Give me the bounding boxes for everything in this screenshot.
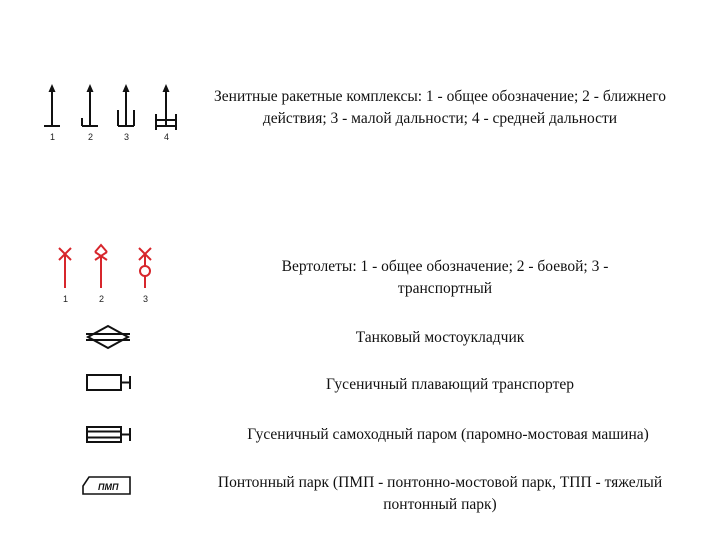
- amphibious-transporter-caption: Гусеничный плавающий транспортер: [326, 376, 574, 393]
- sam-label-1: 1: [50, 132, 56, 142]
- pontoon-park-caption: Понтонный парк (ПМП - понтонно-мостовой парк, ТПП - тяжелый понтонный парк): [217, 474, 663, 513]
- helicopter-symbols: [45, 240, 165, 308]
- sam-general-icon: [44, 90, 60, 126]
- helicopter-caption: Вертолеты: 1 - общее обозначение; 2 - боевой; 3 - транспортный: [281, 258, 609, 297]
- sam-low-range-icon: [118, 90, 134, 126]
- pontoon-park-icon: [80, 474, 136, 498]
- helicopter-general-icon: [59, 248, 71, 288]
- sam-caption: Зенитные ракетные комплексы: 1 - общее обозначение; 2 - ближнего действия; 3 - малой дальности; 4 - средней дальности: [214, 88, 666, 127]
- heli-label-1: 1: [63, 294, 69, 304]
- bridge-layer-icon: [84, 320, 140, 354]
- helicopter-combat-icon: [95, 245, 107, 288]
- amphibious-transporter-icon: [84, 370, 140, 396]
- bridge-layer-caption: Танковый мостоукладчик: [355, 329, 525, 346]
- heli-label-2: 2: [99, 294, 105, 304]
- sam-short-range-icon: [82, 90, 98, 126]
- pontoon-symbol-text: ПМП: [98, 482, 119, 492]
- sam-label-3: 3: [124, 132, 130, 142]
- self-propelled-ferry-icon: [84, 422, 140, 448]
- sam-label-2: 2: [88, 132, 94, 142]
- sam-medium-range-icon: [156, 90, 176, 130]
- sam-label-4: 4: [164, 132, 170, 142]
- sam-symbols: [30, 80, 190, 150]
- helicopter-transport-icon: [139, 248, 151, 288]
- heli-label-3: 3: [143, 294, 149, 304]
- self-propelled-ferry-caption: Гусеничный самоходный паром (паромно-мостовая машина): [247, 426, 649, 443]
